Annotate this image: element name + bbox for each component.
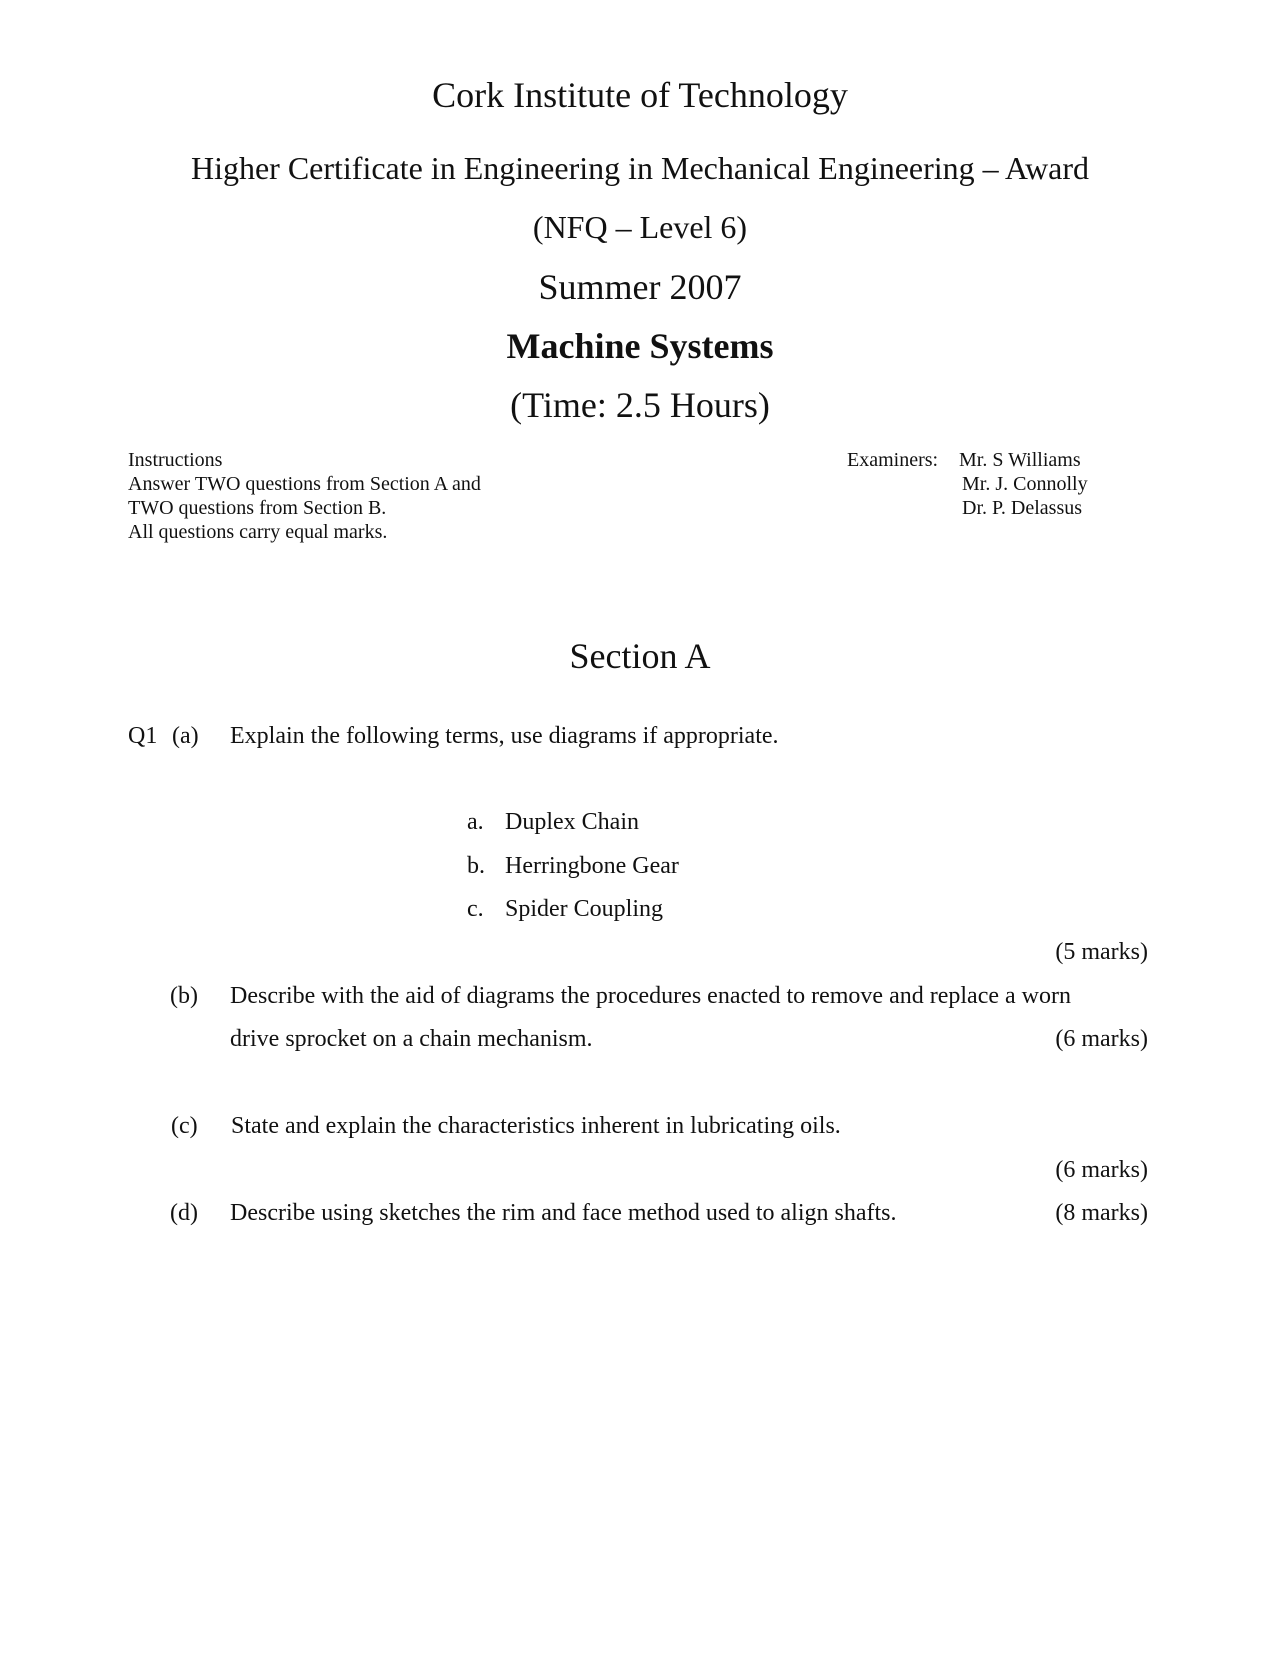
term-letter: b. [467, 853, 485, 879]
instructions-line: Answer TWO questions from Section A and [128, 473, 481, 495]
examiner-name: Dr. P. Delassus [962, 497, 1083, 519]
section-title: Section A [569, 636, 711, 676]
instructions-line: All questions carry equal marks. [128, 521, 388, 543]
instructions-block [128, 448, 481, 544]
examiners-label: Examiners: [847, 449, 939, 471]
part-c-marks: (6 marks) [1055, 1157, 1148, 1183]
question-number: Q1 [128, 723, 158, 749]
examiner-name: Mr. S Williams [959, 449, 1081, 471]
term-text: Spider Coupling [505, 896, 664, 922]
part-d-text: Describe using sketches the rim and face method used to align shafts. [230, 1200, 897, 1226]
institute-title: Cork Institute of Technology [432, 75, 848, 115]
part-a-text: Explain the following terms, use diagrams if appropriate. [230, 723, 779, 749]
examiner-name: Mr. J. Connolly [962, 473, 1088, 495]
part-c-text: State and explain the characteristics inherent in lubricating oils. [231, 1113, 841, 1139]
term-text: Duplex Chain [505, 809, 639, 835]
nfq-level: (NFQ – Level 6) [532, 209, 748, 245]
part-b-text: drive sprocket on a chain mechanism. [230, 1026, 593, 1052]
part-d-label: (d) [170, 1200, 198, 1226]
part-b-label: (b) [170, 983, 198, 1009]
part-b-marks: (6 marks) [1055, 1026, 1148, 1052]
part-a-label: (a) [172, 723, 199, 749]
term-letter: c. [467, 896, 484, 922]
programme-title: Higher Certificate in Engineering in Mechanical Engineering – Award [190, 150, 1090, 186]
instructions-line: TWO questions from Section B. [128, 497, 387, 519]
part-c-label: (c) [171, 1113, 198, 1139]
term-letter: a. [467, 809, 484, 835]
part-b-text: Describe with the aid of diagrams the procedures enacted to remove and replace a worn [230, 983, 1071, 1009]
exam-session: Summer 2007 [538, 267, 742, 307]
instructions-heading: Instructions [128, 449, 223, 471]
subject-title: Machine Systems [506, 326, 774, 366]
part-d-marks: (8 marks) [1055, 1200, 1148, 1226]
part-a-marks: (5 marks) [1055, 939, 1148, 965]
exam-duration: (Time: 2.5 Hours) [510, 385, 770, 425]
term-text: Herringbone Gear [505, 853, 679, 879]
